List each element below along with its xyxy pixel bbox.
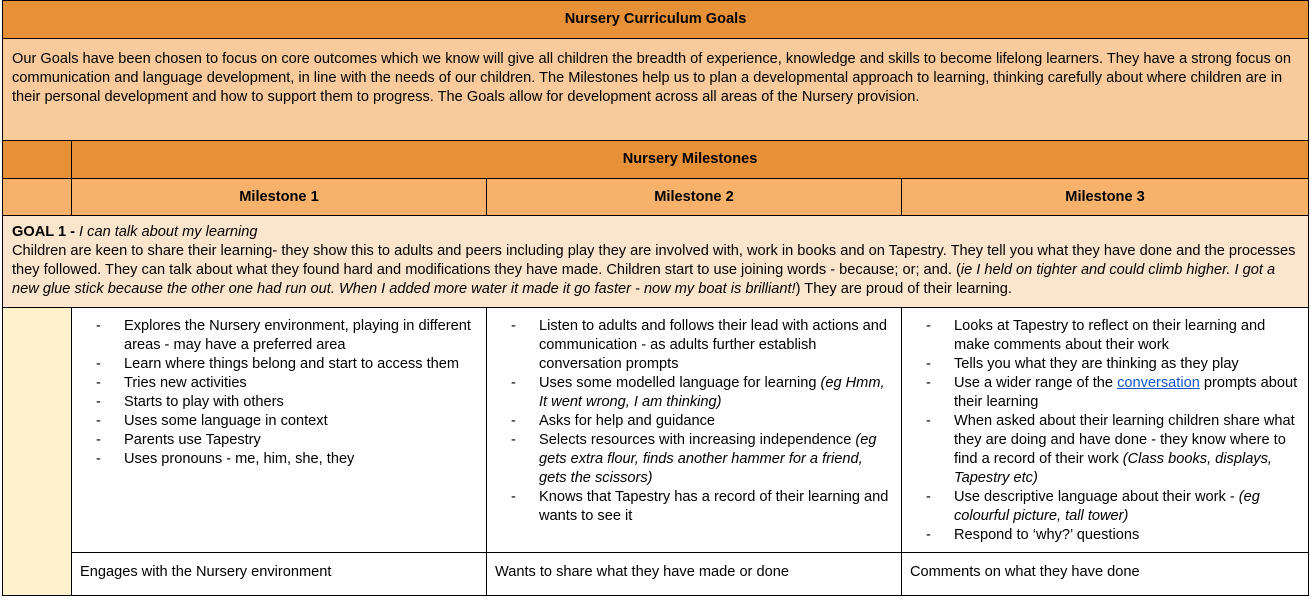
goal-1-cell — [3, 216, 1309, 308]
list-item: - Looks at Tapestry to reflect on their learning and make comments about their work — [926, 318, 1266, 353]
list-item: - Learn where things belong and start to access them — [96, 356, 460, 372]
milestone-3-header: Milestone 3 — [902, 179, 1309, 216]
goal-title: I can talk about my learning — [79, 224, 258, 240]
blank-milestone-cell — [3, 179, 72, 216]
list-item: - Uses pronouns - me, him, she, they — [96, 451, 355, 467]
list-item: - Explores the Nursery environment, playing in different areas - may have a preferred area — [96, 318, 471, 353]
milestone-detail-row — [3, 308, 1309, 553]
list-item: - Listen to adults and follows their lead with actions and communication - as adults further establish conversation prompts — [511, 318, 888, 372]
milestone-1-list — [80, 317, 478, 469]
goal-label: GOAL 1 - — [12, 224, 80, 240]
milestones-heading-row — [3, 141, 1309, 179]
milestone-labels-row — [3, 179, 1309, 216]
goal-examples: ie I held on tighter and could climb higher. I got a new glue stick because the other one had run out. When I added more water it made it go faster - now my boat is brilliant! — [12, 262, 1276, 297]
milestone-2-summary: Wants to share what they have made or done — [487, 553, 902, 596]
list-item: - When asked about their learning children share what they are doing and have done - they know where to find a record of their work (Class books, displays, Tapestry etc) — [926, 413, 1295, 486]
milestone-3-list — [910, 317, 1300, 545]
summary-row — [3, 553, 1309, 596]
milestone-3-list-cell — [902, 308, 1309, 553]
milestone-1-header: Milestone 1 — [72, 179, 487, 216]
page-title: Nursery Curriculum Goals — [3, 1, 1309, 39]
milestone-2-list-cell — [487, 308, 902, 553]
milestones-heading: Nursery Milestones — [72, 141, 1309, 179]
list-item: - Parents use Tapestry — [96, 432, 261, 448]
list-item: - Respond to ‘why?’ questions — [926, 527, 1140, 543]
list-item: - Tries new activities — [96, 375, 247, 391]
milestone-3-summary: Comments on what they have done — [902, 553, 1309, 596]
intro-text: Our Goals have been chosen to focus on core outcomes which we know will give all children the breadth of experience, knowledge and skills to become lifelong learners. They have a strong focus on communication and language development, in line with the needs of our children. The Milestones help us to plan a developmental approach to learning, thinking carefully about where children are in their personal development and how to support them to progress. The Goals allow for development across all areas of the Nursery provision. — [3, 39, 1309, 141]
list-item: - Use a wider range of the conversation prompts about their learning — [926, 375, 1298, 410]
list-item: - Uses some modelled language for learning (eg Hmm, It went wrong, I am thinking) — [511, 375, 885, 410]
list-item: - Asks for help and guidance — [511, 413, 716, 429]
goal-description-end: ) They are proud of their learning. — [795, 281, 1012, 297]
goal-row — [3, 216, 1309, 308]
blank-header-cell — [3, 141, 72, 179]
list-item: - Uses some language in context — [96, 413, 328, 429]
conversation-link[interactable]: conversation — [1117, 375, 1200, 391]
goal-description: Children are keen to share their learning- they show this to adults and peers including play they are involved with, work in books and on Tapestry. They tell you what they have done and the processes they followed. They can talk about what they found hard and modifications they have made. Children start to use joining words - because; or; and. ( — [12, 243, 1296, 278]
curriculum-table — [2, 0, 1309, 596]
intro-row — [3, 39, 1309, 141]
milestone-2-header: Milestone 2 — [487, 179, 902, 216]
side-blank-cell — [3, 308, 72, 596]
list-item: - Selects resources with increasing independence (eg gets extra flour, finds another hammer for a friend, gets the scissors) — [511, 432, 877, 486]
list-item: - Starts to play with others — [96, 394, 284, 410]
milestone-2-list — [495, 317, 893, 526]
list-item: - Tells you what they are thinking as they play — [926, 356, 1239, 372]
milestone-1-summary: Engages with the Nursery environment — [72, 553, 487, 596]
milestone-1-list-cell — [72, 308, 487, 553]
title-row — [3, 1, 1309, 39]
list-item: - Use descriptive language about their work - (eg colourful picture, tall tower) — [926, 489, 1260, 524]
list-item: - Knows that Tapestry has a record of their learning and wants to see it — [511, 489, 889, 524]
